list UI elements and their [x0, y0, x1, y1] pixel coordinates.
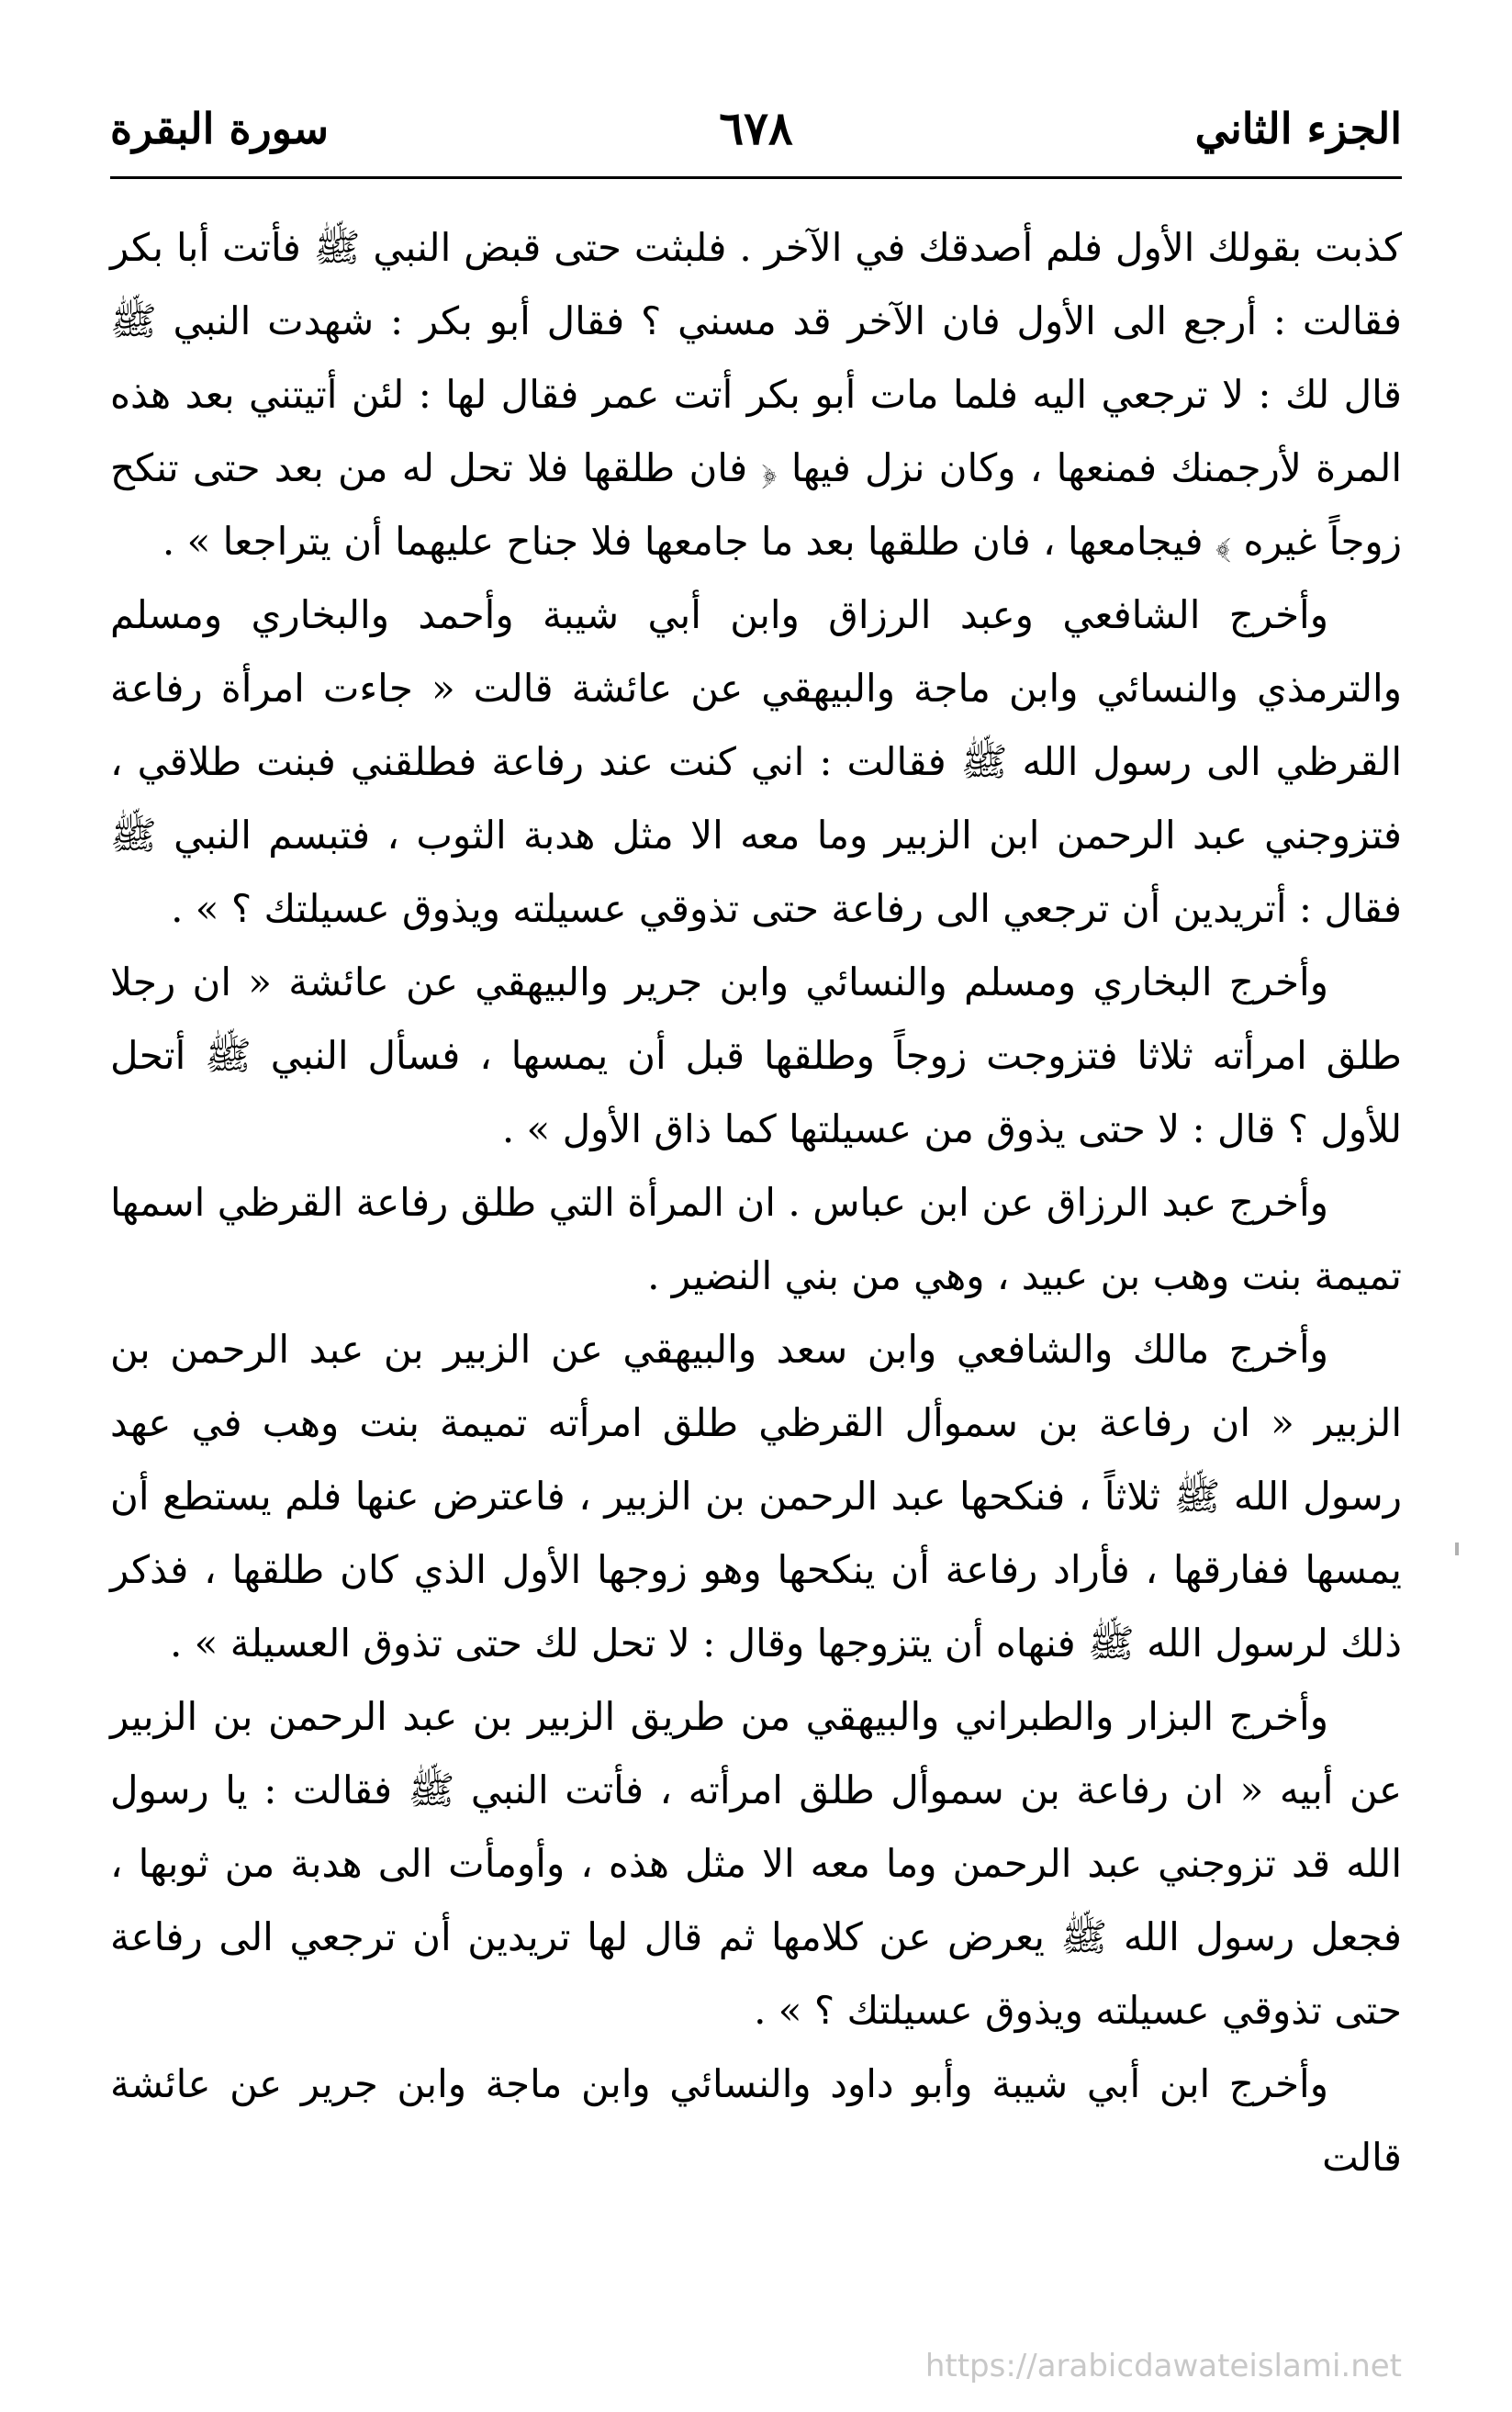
surah-label: سورة البقرة [110, 104, 330, 153]
paragraph-1: كذبت بقولك الأول فلم أصدقك في الآخر . فلبثت حتى قبض النبي ﷺ فأتت أبا بكر فقالت : أرجع الى الأول فان الآخر قد مسني ؟ فقال أبو بكر : شهدت النبي ﷺ قال لك : لا ترجعي اليه فلما مات أبو بكر أتت عمر فقال لها : لئن أتيتني بعد هذه المرة لأرجمنك فمنعها ، وكان نزل فيها ﴿ فان طلقها فلا تحل له من بعد حتى تنكح زوجاً غيره ﴾ فيجامعها ، فان طلقها بعد ما جامعها فلا جناح عليهما أن يتراجعا » . [110, 225, 1402, 564]
margin-mark [1455, 1543, 1459, 1555]
paragraph-3: وأخرج البخاري ومسلم والنسائي وابن جرير والبيهقي عن عائشة « ان رجلا طلق امرأته ثلاثا فتزوجت زوجاً وطلقها قبل أن يمسها ، فسأل النبي ﷺ أتحل للأول ؟ قال : لا حتى يذوق من عسيلتها كما ذاق الأول » . [110, 959, 1402, 1151]
paragraph-6: وأخرج البزار والطبراني والبيهقي من طريق الزبير بن عبد الرحمن بن الزبير عن أبيه « ان رفاعة بن سموأل طلق امرأته ، فأتت النبي ﷺ فقالت : يا رسول الله قد تزوجني عبد الرحمن وما معه الا مثل هذه ، وأومأت الى هدبة من ثوبها ، فجعل رسول الله ﷺ يعرض عن كلامها ثم قال لها تريدين أن ترجعي الى رفاعة حتى تذوقي عسيلته ويذوق عسيلتك ؟ » . [110, 1694, 1402, 2033]
page-header [110, 92, 1402, 165]
paragraph-4: وأخرج عبد الرزاق عن ابن عباس . ان المرأة التي طلق رفاعة القرظي اسمها تميمة بنت وهب بن عبيد ، وهي من بني النضير . [110, 1180, 1402, 1298]
watermark-url: https://arabicdawateislami.net [924, 2348, 1402, 2384]
paragraph-5: وأخرج مالك والشافعي وابن سعد والبيهقي عن الزبير بن عبد الرحمن بن الزبير « ان رفاعة بن سموأل القرظي طلق امرأته تميمة بنت وهب في عهد رسول الله ﷺ ثلاثاً ، فنكحها عبد الرحمن بن الزبير ، فاعترض عنها فلم يستطع أن يمسها ففارقها ، فأراد رفاعة أن ينكحها وهو زوجها الأول الذي كان طلقها ، فذكر ذلك لرسول الله ﷺ فنهاه أن يتزوجها وقال : لا تحل لك حتى تذوق العسيلة » . [110, 1327, 1402, 1666]
juz-label: الجزء الثاني [1194, 104, 1402, 153]
paragraph-7: وأخرج ابن أبي شيبة وأبو داود والنسائي وابن ماجة وابن جرير عن عائشة قالت [110, 2061, 1402, 2180]
page-number: ٦٧٨ [719, 101, 793, 155]
page-body [110, 211, 1402, 2194]
header-divider [110, 176, 1402, 179]
paragraph-2: وأخرج الشافعي وعبد الرزاق وابن أبي شيبة وأحمد والبخاري ومسلم والترمذي والنسائي وابن ماجة والبيهقي عن عائشة قالت « جاءت امرأة رفاعة القرظي الى رسول الله ﷺ فقالت : اني كنت عند رفاعة فطلقني فبنت طلاقي ، فتزوجني عبد الرحمن ابن الزبير وما معه الا مثل هدبة الثوب ، فتبسم النبي ﷺ فقال : أتريدين أن ترجعي الى رفاعة حتى تذوقي عسيلته ويذوق عسيلتك ؟ » . [110, 592, 1402, 931]
